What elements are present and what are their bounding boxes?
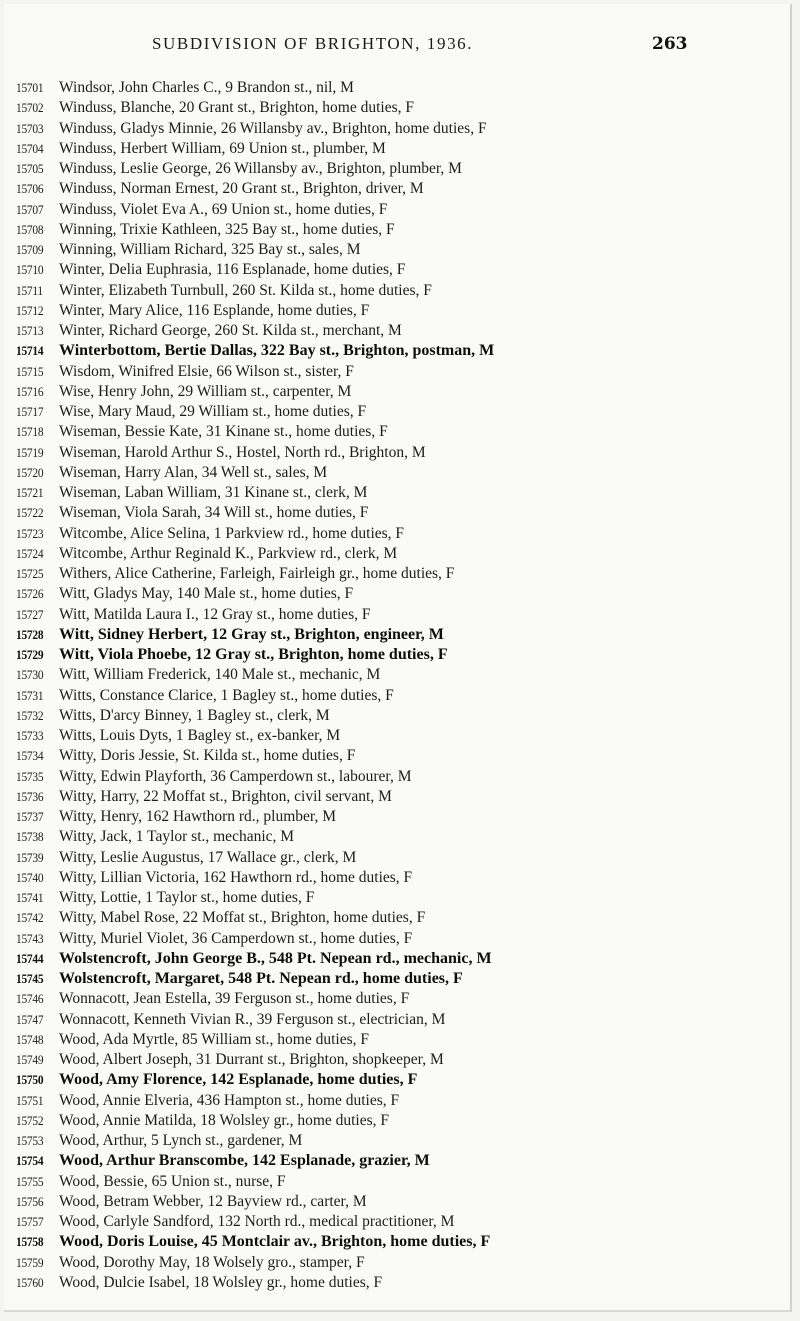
entry-text: Winduss, Herbert William, 69 Union st., plumber, M	[59, 139, 386, 157]
entry-text: Witts, D'arcy Binney, 1 Bagley st., clerk, M	[59, 706, 330, 724]
entry-text: Wiseman, Bessie Kate, 31 Kinane st., home duties, F	[59, 423, 388, 441]
list-item	[16, 78, 786, 98]
entry-text: Witcombe, Alice Selina, 1 Parkview rd., home duties, F	[59, 524, 405, 542]
list-item	[16, 524, 786, 544]
entry-number: 15736	[16, 788, 44, 804]
list-item	[16, 908, 786, 928]
list-item	[16, 767, 786, 787]
entry-text: Wood, Carlyle Sandford, 132 North rd., medical practitioner, M	[59, 1213, 455, 1230]
list-item	[16, 726, 786, 746]
entry-text: Wolstencroft, John George B., 548 Pt. Nepean rd., mechanic, M	[59, 949, 492, 967]
entry-number: 15711	[16, 282, 43, 298]
entry-text: Winterbottom, Bertie Dallas, 322 Bay st., Brighton, postman, M	[59, 342, 495, 360]
entry-number: 15749	[16, 1052, 44, 1067]
entry-text: Witty, Lillian Victoria, 162 Hawthorn rd., home duties, F	[59, 868, 413, 886]
list-item	[16, 746, 786, 766]
entry-number: 15752	[16, 1112, 44, 1128]
entry-number: 15755	[16, 1173, 44, 1189]
entry-number: 15760	[16, 1274, 44, 1290]
entry-text: Winning, William Richard, 325 Bay st., sales, M	[59, 241, 361, 258]
list-item	[16, 929, 786, 949]
entry-list	[16, 78, 786, 1293]
entry-number: 15710	[16, 262, 44, 278]
entry-number: 15705	[16, 161, 44, 176]
list-item	[16, 362, 786, 382]
entry-number: 15704	[16, 140, 44, 156]
entry-number: 15718	[16, 424, 44, 440]
entry-text: Winduss, Leslie George, 26 Willansby av., Brighton, plumber, M	[59, 160, 462, 177]
entry-number: 15720	[16, 464, 44, 480]
list-item	[16, 1273, 786, 1293]
list-item	[16, 625, 786, 645]
entry-number: 15758	[16, 1234, 44, 1250]
page-title: SUBDIVISION OF BRIGHTON, 1936.	[152, 34, 474, 53]
entry-number: 15756	[16, 1193, 44, 1209]
entry-text: Witts, Louis Dyts, 1 Bagley st., ex-banker, M	[59, 727, 341, 744]
list-item	[16, 301, 786, 321]
list-item	[16, 1131, 786, 1151]
list-item	[16, 119, 786, 139]
list-item	[16, 159, 786, 179]
list-item	[16, 888, 786, 908]
entry-text: Witt, Sidney Herbert, 12 Gray st., Brighton, engineer, M	[59, 625, 444, 643]
entry-number: 15722	[16, 505, 44, 521]
entry-number: 15754	[16, 1153, 44, 1169]
list-item	[16, 827, 786, 847]
entry-number: 15725	[16, 566, 44, 581]
list-item	[16, 483, 786, 503]
entry-text: Witty, Henry, 162 Hawthorn rd., plumber, M	[59, 808, 336, 825]
entry-text: Wiseman, Laban William, 31 Kinane st., clerk, M	[59, 484, 368, 501]
list-item	[16, 868, 786, 888]
entry-text: Witts, Constance Clarice, 1 Bagley st., home duties, F	[59, 686, 394, 704]
entry-number: 15707	[16, 201, 44, 217]
page-number: 263	[652, 34, 688, 54]
entry-text: Witty, Leslie Augustus, 17 Wallace gr., clerk, M	[59, 848, 357, 866]
list-item	[16, 989, 786, 1009]
list-item	[16, 422, 786, 442]
list-item	[16, 179, 786, 199]
entry-text: Wood, Arthur, 5 Lynch st., gardener, M	[59, 1132, 303, 1149]
entry-text: Winduss, Norman Ernest, 20 Grant st., Brighton, driver, M	[59, 180, 424, 198]
entry-number: 15713	[16, 323, 44, 338]
entry-number: 15727	[16, 606, 44, 622]
entry-number: 15748	[16, 1031, 44, 1047]
list-item	[16, 1050, 786, 1070]
entry-text: Winning, Trixie Kathleen, 325 Bay st., home duties, F	[59, 220, 395, 238]
entry-number: 15719	[16, 444, 44, 460]
entry-text: Wood, Annie Matilda, 18 Wolsley gr., home duties, F	[59, 1111, 390, 1129]
list-item	[16, 969, 786, 989]
entry-text: Winter, Richard George, 260 St. Kilda st., merchant, M	[59, 322, 402, 339]
entry-text: Witt, William Frederick, 140 Male st., mechanic, M	[59, 666, 381, 684]
list-item	[16, 503, 786, 523]
entry-number: 15743	[16, 930, 44, 946]
entry-number: 15745	[16, 971, 44, 986]
entry-number: 15732	[16, 707, 44, 723]
list-item	[16, 1070, 786, 1090]
entry-number: 15721	[16, 485, 44, 500]
entry-number: 15731	[16, 687, 44, 703]
entry-text: Witty, Jack, 1 Taylor st., mechanic, M	[59, 828, 295, 846]
entry-number: 15714	[16, 343, 44, 359]
entry-text: Witt, Gladys May, 140 Male st., home duties, F	[59, 585, 354, 603]
entry-number: 15723	[16, 525, 44, 541]
list-item	[16, 1212, 786, 1232]
list-item	[16, 220, 786, 240]
entry-text: Wood, Amy Florence, 142 Esplanade, home duties, F	[59, 1071, 418, 1089]
entry-number: 15739	[16, 849, 44, 865]
list-item	[16, 402, 786, 422]
entry-number: 15715	[16, 363, 44, 379]
entry-text: Witty, Muriel Violet, 36 Camperdown st., home duties, F	[59, 929, 413, 947]
list-item	[16, 382, 786, 402]
entry-text: Wood, Ada Myrtle, 85 William st., home duties, F	[59, 1030, 369, 1048]
entry-number: 15733	[16, 728, 44, 743]
list-item	[16, 1091, 786, 1111]
entry-number: 15728	[16, 626, 44, 642]
entry-number: 15706	[16, 181, 44, 197]
entry-text: Witty, Harry, 22 Moffat st., Brighton, civil servant, M	[59, 787, 392, 805]
entry-text: Winduss, Gladys Minnie, 26 Willansby av., Brighton, home duties, F	[59, 119, 487, 137]
entry-number: 15735	[16, 768, 44, 784]
entry-number: 15753	[16, 1133, 44, 1148]
entry-number: 15734	[16, 748, 44, 764]
entry-text: Witt, Matilda Laura I., 12 Gray st., home duties, F	[59, 605, 371, 623]
list-item	[16, 443, 786, 463]
entry-number: 15717	[16, 404, 44, 419]
list-item	[16, 200, 786, 220]
entry-number: 15702	[16, 100, 44, 116]
list-item	[16, 321, 786, 341]
entry-text: Wisdom, Winifred Elsie, 66 Wilson st., sister, F	[59, 362, 354, 380]
entry-number: 15740	[16, 869, 44, 885]
list-item	[16, 1030, 786, 1050]
entry-number: 15741	[16, 890, 44, 905]
list-item	[16, 1192, 786, 1212]
list-item	[16, 564, 786, 584]
entry-number: 15744	[16, 950, 44, 966]
list-item	[16, 686, 786, 706]
entry-text: Witty, Edwin Playforth, 36 Camperdown st., labourer, M	[59, 767, 412, 785]
entry-text: Winter, Elizabeth Turnbull, 260 St. Kilda st., home duties, F	[59, 281, 432, 299]
entry-text: Wood, Doris Louise, 45 Montclair av., Brighton, home duties, F	[59, 1233, 491, 1251]
entry-number: 15712	[16, 302, 44, 318]
list-item	[16, 584, 786, 604]
list-item	[16, 645, 786, 665]
entry-text: Witty, Lottie, 1 Taylor st., home duties, F	[59, 889, 315, 906]
list-item	[16, 341, 786, 361]
list-item	[16, 281, 786, 301]
entry-number: 15729	[16, 647, 44, 662]
entry-text: Windsor, John Charles C., 9 Brandon st., nil, M	[59, 79, 354, 96]
list-item	[16, 706, 786, 726]
list-item	[16, 1111, 786, 1131]
list-item	[16, 544, 786, 564]
entry-text: Winduss, Blanche, 20 Grant st., Brighton, home duties, F	[59, 99, 414, 117]
entry-text: Witty, Mabel Rose, 22 Moffat st., Brighton, home duties, F	[59, 909, 426, 927]
entry-number: 15708	[16, 221, 44, 237]
list-item	[16, 605, 786, 625]
list-item	[16, 1151, 786, 1171]
entry-number: 15737	[16, 809, 44, 824]
entry-number: 15747	[16, 1011, 44, 1027]
entry-text: Witt, Viola Phoebe, 12 Gray st., Brighton, home duties, F	[59, 646, 448, 663]
entry-text: Wonnacott, Jean Estella, 39 Ferguson st., home duties, F	[59, 990, 410, 1008]
entry-text: Withers, Alice Catherine, Farleigh, Fairleigh gr., home duties, F	[59, 565, 455, 582]
entry-number: 15738	[16, 829, 44, 845]
entry-number: 15701	[16, 80, 44, 95]
list-item	[16, 848, 786, 868]
entry-text: Wiseman, Harold Arthur S., Hostel, North rd., Brighton, M	[59, 443, 426, 461]
list-item	[16, 139, 786, 159]
entry-text: Wood, Betram Webber, 12 Bayview rd., carter, M	[59, 1192, 367, 1210]
list-item	[16, 807, 786, 827]
entry-text: Wiseman, Harry Alan, 34 Well st., sales, M	[59, 463, 328, 481]
entry-number: 15750	[16, 1072, 44, 1088]
entry-number: 15751	[16, 1092, 44, 1108]
entry-text: Winter, Delia Euphrasia, 116 Esplanade, home duties, F	[59, 261, 406, 279]
entry-number: 15759	[16, 1254, 44, 1270]
entry-text: Winter, Mary Alice, 116 Esplande, home duties, F	[59, 301, 370, 319]
entry-number: 15709	[16, 242, 44, 257]
list-item	[16, 260, 786, 280]
list-item	[16, 665, 786, 685]
list-item	[16, 949, 786, 969]
list-item	[16, 98, 786, 118]
entry-number: 15742	[16, 910, 44, 926]
entry-number: 15726	[16, 586, 44, 602]
entry-text: Wood, Dorothy May, 18 Wolsely gro., stamper, F	[59, 1253, 365, 1271]
entry-text: Wolstencroft, Margaret, 548 Pt. Nepean rd., home duties, F	[59, 970, 463, 987]
list-item	[16, 1010, 786, 1030]
list-item	[16, 240, 786, 260]
entry-number: 15757	[16, 1214, 44, 1229]
list-item	[16, 463, 786, 483]
list-item	[16, 1232, 786, 1252]
entry-number: 15724	[16, 545, 44, 561]
entry-text: Wood, Albert Joseph, 31 Durrant st., Brighton, shopkeeper, M	[59, 1051, 444, 1068]
entry-text: Witcombe, Arthur Reginald K., Parkview rd., clerk, M	[59, 544, 398, 562]
entry-text: Wood, Arthur Branscombe, 142 Esplanade, grazier, M	[59, 1152, 430, 1170]
page-header	[4, 34, 792, 62]
entry-text: Wonnacott, Kenneth Vivian R., 39 Ferguson st., electrician, M	[59, 1010, 446, 1028]
list-item	[16, 1253, 786, 1273]
entry-text: Wood, Bessie, 65 Union st., nurse, F	[59, 1172, 286, 1190]
register-page	[4, 4, 792, 1312]
list-item	[16, 787, 786, 807]
entry-text: Winduss, Violet Eva A., 69 Union st., home duties, F	[59, 200, 388, 218]
entry-number: 15716	[16, 383, 44, 399]
entry-text: Wiseman, Viola Sarah, 34 Will st., home duties, F	[59, 504, 369, 522]
entry-number: 15703	[16, 120, 44, 136]
entry-number: 15746	[16, 991, 44, 1007]
entry-text: Wise, Henry John, 29 William st., carpenter, M	[59, 382, 352, 400]
entry-number: 15730	[16, 667, 44, 683]
entry-text: Wood, Annie Elveria, 436 Hampton st., home duties, F	[59, 1091, 400, 1109]
entry-text: Witty, Doris Jessie, St. Kilda st., home duties, F	[59, 747, 356, 765]
entry-text: Wise, Mary Maud, 29 William st., home duties, F	[59, 403, 367, 420]
list-item	[16, 1172, 786, 1192]
entry-text: Wood, Dulcie Isabel, 18 Wolsley gr., home duties, F	[59, 1273, 383, 1291]
